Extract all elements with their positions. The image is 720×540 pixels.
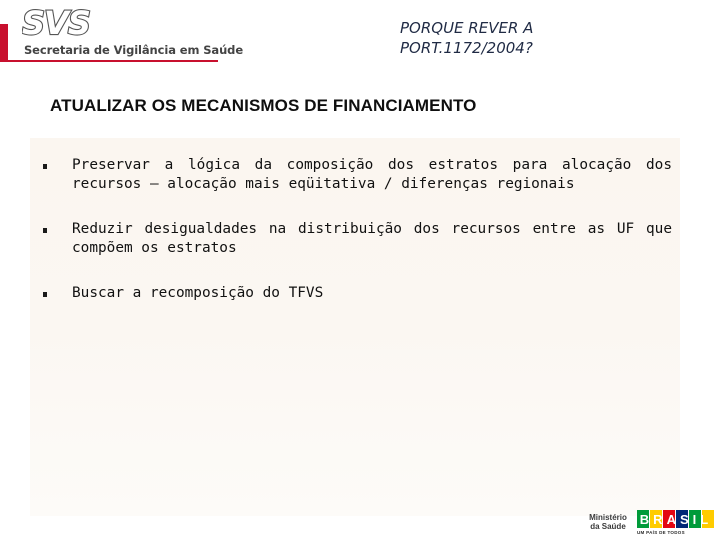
bullet-icon <box>43 228 47 233</box>
slide-title: ATUALIZAR OS MECANISMOS DE FINANCIAMENTO <box>50 96 477 115</box>
svs-logo-mark <box>22 6 94 40</box>
bullet-text: Buscar a recomposição do TFVS <box>72 285 324 301</box>
bullet-icon <box>43 164 47 169</box>
bullet-text: Reduzir desigualdades na distribuição dos recursos entre as UF que compõem os estratos <box>72 221 672 256</box>
list-item <box>42 220 672 258</box>
ministry-name-line-2: da Saúde <box>590 522 626 531</box>
header-question-line-1: PORQUE REVER A <box>400 19 534 37</box>
bullet-list <box>42 156 672 329</box>
ministry-logo <box>582 513 634 531</box>
header-question-line-2: PORT.1172/2004? <box>400 39 533 57</box>
list-item <box>42 156 672 194</box>
list-item <box>42 284 672 303</box>
ministry-name-line-1: Ministério <box>589 513 627 522</box>
brasil-logo-text: BRASIL <box>639 512 713 527</box>
bullet-icon <box>43 292 47 297</box>
bullet-text: Preservar a lógica da composição dos estratos para alocação dos recursos – alocação mais eqüitativa / diferenças regionais <box>72 157 672 192</box>
header-accent-bar <box>0 24 8 62</box>
brasil-tagline: UM PAÍS DE TODOS <box>637 530 685 535</box>
header-question <box>400 18 533 58</box>
header-divider <box>0 60 218 62</box>
footer-logos <box>582 508 718 538</box>
org-name: Secretaria de Vigilância em Saúde <box>24 43 244 57</box>
svs-logo <box>22 6 244 57</box>
brasil-logo <box>637 508 715 530</box>
svs-logo-text: SVS <box>22 6 90 40</box>
